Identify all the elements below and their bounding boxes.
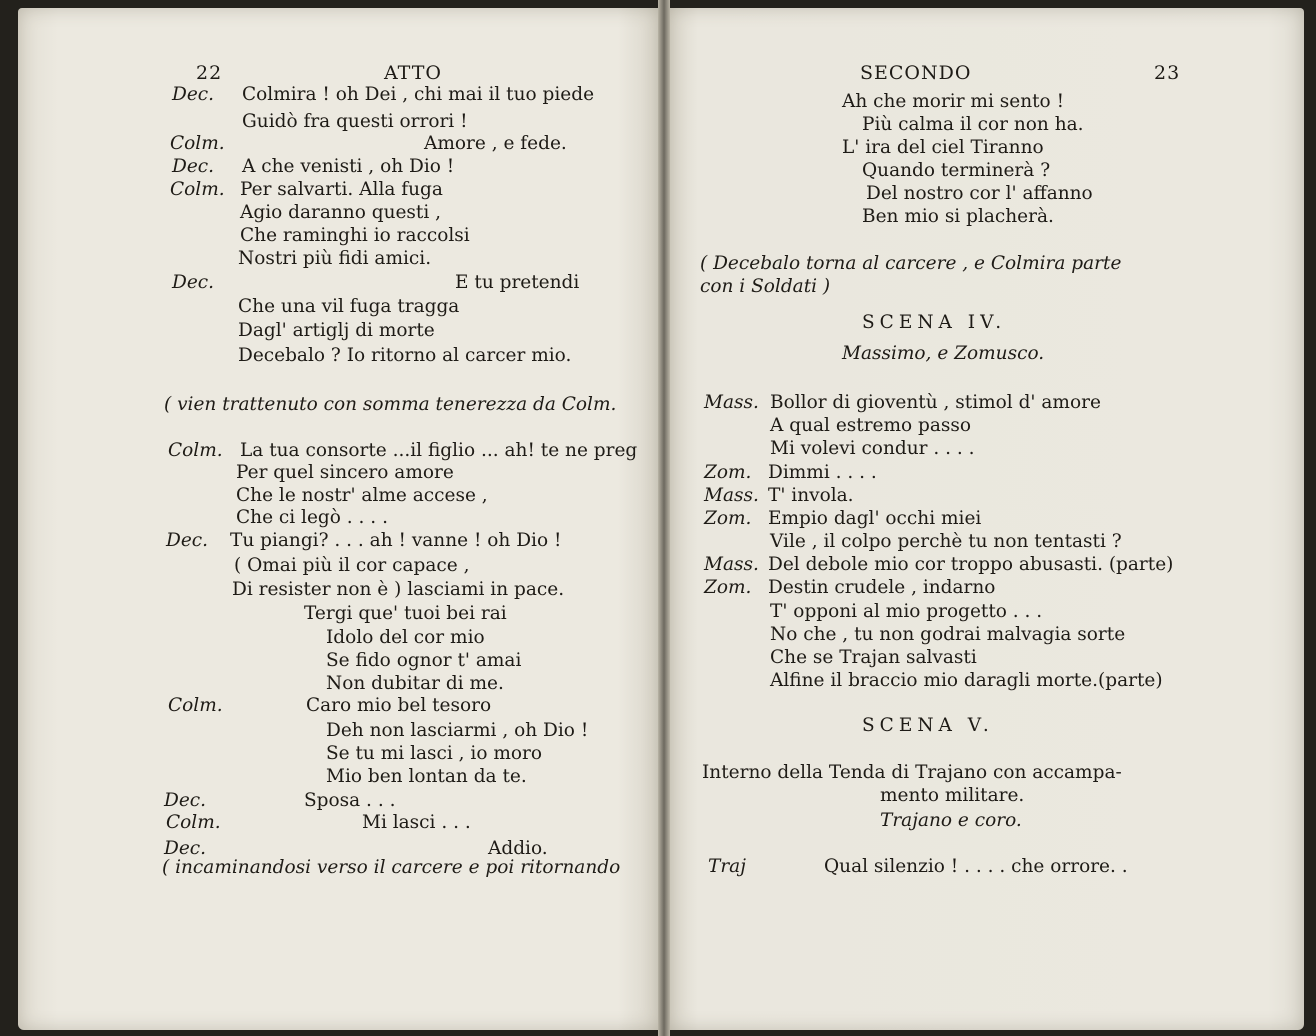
verse-line: Guidò fra questi orrori !: [242, 111, 468, 132]
page-number-left: 22: [196, 62, 223, 84]
verse-line: Decebalo ? Io ritorno al carcer mio.: [238, 345, 572, 366]
verse-line: Interno della Tenda di Trajano con accampa-: [702, 762, 1122, 783]
speaker-name: Dec.: [172, 84, 215, 105]
verse-line: Non dubitar di me.: [326, 673, 504, 694]
verse-line: Mi lasci . . .: [362, 812, 471, 833]
verse-line: Che una vil fuga tragga: [238, 296, 460, 317]
verse-line: Se fido ognor t' amai: [326, 650, 522, 671]
verse-line: SCENA V.: [862, 715, 994, 736]
verse-line: Dagl' artiglj di morte: [238, 320, 435, 341]
speaker-name: Traj: [708, 856, 746, 877]
verse-line: Destin crudele , indarno: [768, 577, 996, 598]
verse-line: Quando terminerà ?: [862, 160, 1051, 181]
verse-line: Che ci legò . . . .: [236, 507, 388, 528]
verse-line: Massimo, e Zomusco.: [842, 343, 1045, 364]
verse-line: Per salvarti. Alla fuga: [240, 179, 443, 200]
book-gutter: [658, 0, 670, 1036]
verse-line: Addio.: [488, 838, 548, 859]
verse-line: E tu pretendi: [455, 272, 580, 293]
verse-line: Trajano e coro.: [880, 810, 1022, 831]
verse-line: Idolo del cor mio: [326, 627, 485, 648]
verse-line: T' invola.: [768, 485, 854, 506]
verse-line: Mio ben lontan da te.: [326, 766, 527, 787]
verse-line: Alfine il braccio mio daragli morte.(parte): [770, 670, 1163, 691]
verse-line: SCENA IV.: [862, 312, 1007, 333]
verse-line: mento militare.: [880, 785, 1025, 806]
verse-line: T' opponi al mio progetto . . .: [770, 601, 1043, 622]
speaker-name: Colm.: [168, 695, 223, 716]
speaker-name: Colm.: [170, 179, 225, 200]
speaker-name: Dec.: [164, 790, 207, 811]
running-head-left: ATTO: [384, 62, 442, 84]
speaker-name: Mass.: [704, 485, 759, 506]
verse-line: Che le nostr' alme accese ,: [236, 485, 488, 506]
verse-line: Qual silenzio ! . . . . che orrore. .: [824, 856, 1128, 877]
verse-line: Amore , e fede.: [424, 133, 567, 154]
speaker-name: Colm.: [170, 133, 225, 154]
verse-line: Tergi que' tuoi bei rai: [304, 603, 507, 624]
speaker-name: Zom.: [704, 508, 752, 529]
verse-line: ( Omai più il cor capace ,: [234, 555, 470, 576]
verse-line: Ah che morir mi sento !: [842, 91, 1065, 112]
verse-line: ( vien trattenuto con somma tenerezza da Colm.: [164, 394, 617, 415]
verse-line: A che venisti , oh Dio !: [242, 156, 455, 177]
verse-line: Che raminghi io raccolsi: [240, 225, 470, 246]
speaker-name: Dec.: [166, 530, 209, 551]
verse-line: Del debole mio cor troppo abusasti. (parte): [768, 554, 1174, 575]
verse-line: Se tu mi lasci , io moro: [326, 743, 543, 764]
verse-line: Colmira ! oh Dei , chi mai il tuo piede: [242, 84, 595, 105]
verse-line: ( Decebalo torna al carcere , e Colmira parte: [700, 253, 1122, 274]
speaker-name: Dec.: [172, 272, 215, 293]
speaker-name: Zom.: [704, 577, 752, 598]
verse-line: L' ira del ciel Tiranno: [842, 137, 1044, 158]
verse-line: Deh non lasciarmi , oh Dio !: [326, 720, 589, 741]
verse-line: Caro mio bel tesoro: [306, 695, 492, 716]
verse-line: Tu piangi? . . . ah ! vanne ! oh Dio !: [230, 530, 562, 551]
verse-line: Per quel sincero amore: [236, 462, 454, 483]
speaker-name: Dec.: [164, 838, 207, 859]
verse-line: Sposa . . .: [304, 790, 396, 811]
verse-line: Empio dagl' occhi miei: [768, 508, 982, 529]
speaker-name: Colm.: [166, 812, 221, 833]
speaker-name: Dec.: [172, 156, 215, 177]
verse-line: A qual estremo passo: [770, 415, 972, 436]
verse-line: con i Soldati ): [700, 276, 831, 297]
verse-line: Mi volevi condur . . . .: [770, 438, 975, 459]
verse-line: Agio daranno questi ,: [240, 202, 442, 223]
verse-line: Del nostro cor l' affanno: [866, 183, 1093, 204]
verse-line: ( incaminandosi verso il carcere e poi ritornando: [162, 857, 621, 878]
verse-line: Ben mio si placherà.: [862, 206, 1054, 227]
speaker-name: Mass.: [704, 554, 759, 575]
page-number-right: 23: [1154, 62, 1181, 84]
running-head-right: SECONDO: [860, 62, 972, 84]
verse-line: Di resister non è ) lasciami in pace.: [232, 579, 565, 600]
verse-line: Dimmi . . . .: [768, 462, 877, 483]
speaker-name: Mass.: [704, 392, 759, 413]
verse-line: Bollor di gioventù , stimol d' amore: [770, 392, 1101, 413]
speaker-name: Zom.: [704, 462, 752, 483]
verse-line: Vile , il colpo perchè tu non tentasti ?: [770, 531, 1122, 552]
verse-line: No che , tu non godrai malvagia sorte: [770, 624, 1126, 645]
speaker-name: Colm.: [168, 440, 223, 461]
verse-line: Più calma il cor non ha.: [862, 114, 1084, 135]
verse-line: La tua consorte ...il figlio ... ah! te ne preg: [240, 440, 638, 461]
verse-line: Nostri più fidi amici.: [238, 248, 432, 269]
verse-line: Che se Trajan salvasti: [770, 647, 977, 668]
